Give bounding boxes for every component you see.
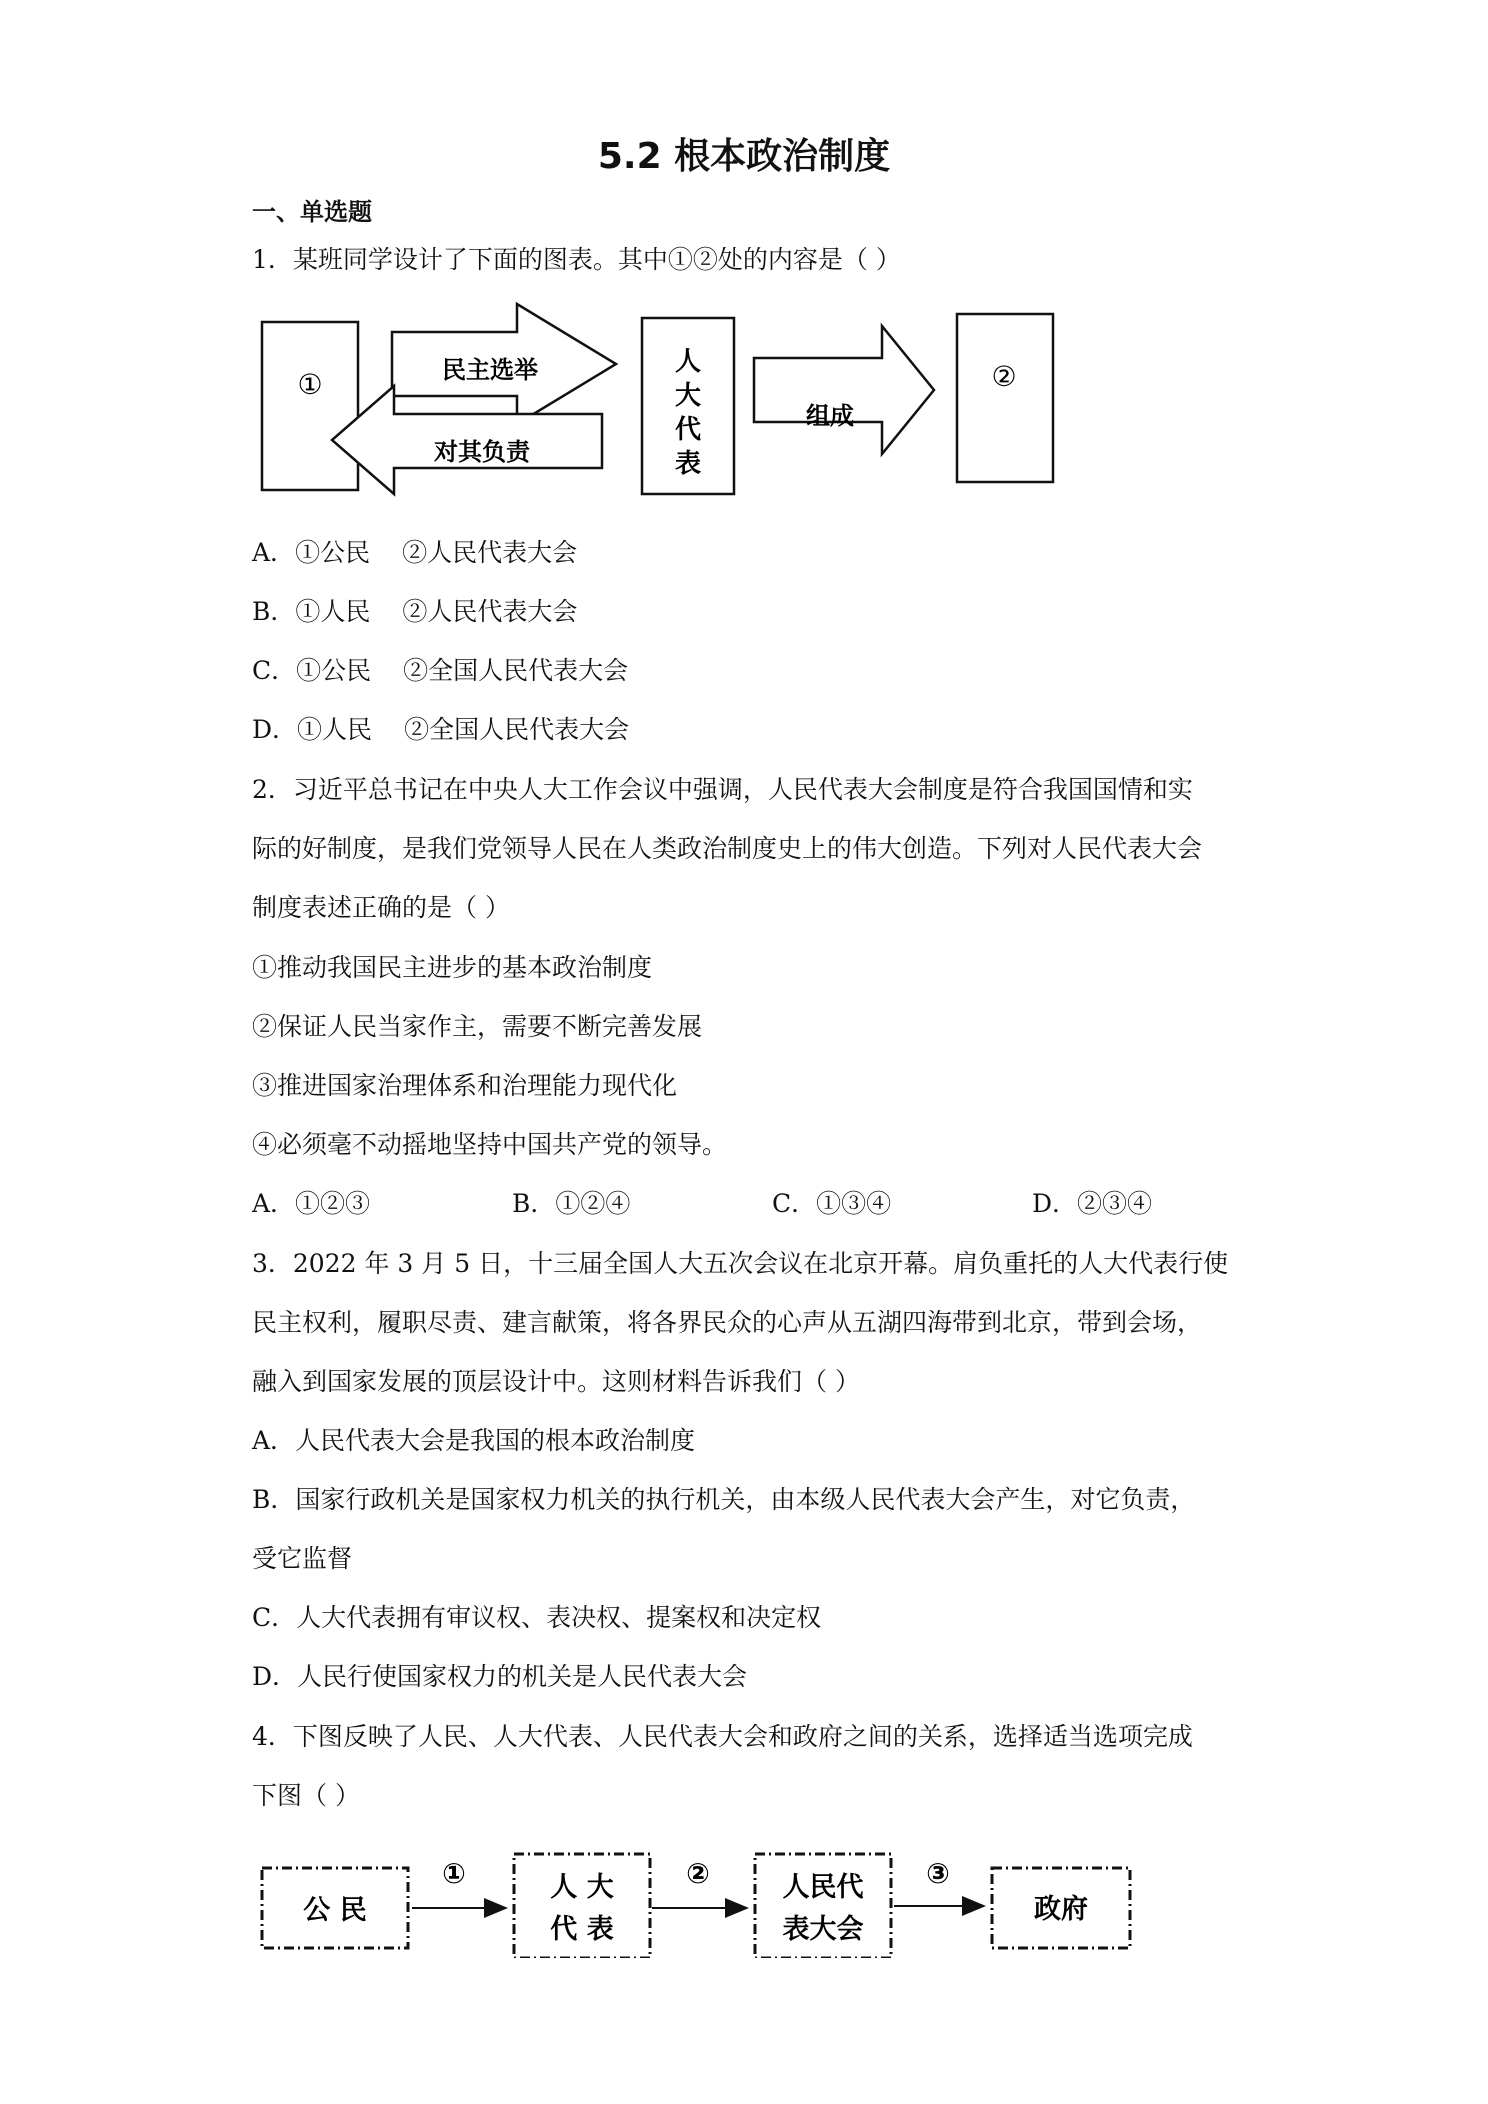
q3-option-b[interactable]: B．国家行政机关是国家权力机关的执行机关，由本级人民代表大会产生，对它负责， — [252, 1485, 1196, 1514]
q3-stem-line-1: 3．2022 年 3 月 5 日，十三届全国人大五次会议在北京开幕。肩负重托的人大代表行使 — [252, 1249, 1229, 1278]
q1-diagram — [252, 300, 1072, 500]
q1-arrow-top-label: 民主选举 — [442, 356, 538, 384]
q2-stem-line-1: 2．习近平总书记在中央人大工作会议中强调，人民代表大会制度是符合我国国情和实 — [252, 775, 1193, 804]
q1-box-left — [262, 322, 358, 490]
q1-option-d[interactable]: D．①人民 ②全国人民代表大会 — [252, 715, 630, 744]
q4-stem-line-1: 4．下图反映了人民、人大代表、人民代表大会和政府之间的关系，选择适当选项完成 — [252, 1722, 1193, 1751]
q3-option-c[interactable]: C．人大代表拥有审议权、表决权、提案权和决定权 — [252, 1603, 822, 1632]
q4-step-2-label: ② — [686, 1857, 710, 1890]
q1-middle-char-4: 表 — [674, 449, 702, 479]
q1-arrow-bottom-label: 对其负责 — [434, 438, 530, 466]
q4-box-government-label: 政府 — [1034, 1894, 1088, 1925]
q3-stem-line-3: 融入到国家发展的顶层设计中。这则材料告诉我们（ ） — [252, 1367, 860, 1396]
q3-option-a[interactable]: A．人民代表大会是我国的根本政治制度 — [252, 1426, 696, 1455]
q2-statement-3: ③推进国家治理体系和治理能力现代化 — [252, 1071, 678, 1100]
q4-box-deputies-line-2: 代 表 — [550, 1914, 614, 1945]
q4-step-3-label: ③ — [926, 1857, 950, 1890]
q1-option-c[interactable]: C．①公民 ②全国人民代表大会 — [252, 656, 629, 685]
q2-stem-line-2: 际的好制度，是我们党领导人民在人类政治制度史上的伟大创造。下列对人民代表大会 — [252, 834, 1203, 863]
q3-option-d[interactable]: D．人民行使国家权力的机关是人民代表大会 — [252, 1662, 748, 1691]
q1-stem: 1．某班同学设计了下面的图表。其中①②处的内容是（ ） — [252, 245, 901, 274]
q2-statement-4: ④必须毫不动摇地坚持中国共产党的领导。 — [252, 1130, 728, 1159]
q1-arrow-right-label: 组成 — [806, 402, 854, 430]
q4-box-congress-line-2: 表大会 — [782, 1914, 864, 1945]
q4-box-deputies-line-1: 人 大 — [550, 1872, 614, 1903]
q4-step-1-label: ① — [442, 1857, 466, 1890]
q1-option-a[interactable]: A．①公民 ②人民代表大会 — [252, 538, 578, 567]
q1-box-right — [957, 314, 1053, 482]
q4-box-congress-line-1: 人民代 — [782, 1872, 864, 1903]
q2-option-b[interactable]: B．①②④ — [512, 1189, 631, 1218]
q2-statement-1: ①推动我国民主进步的基本政治制度 — [252, 953, 653, 982]
q2-stem-line-3: 制度表述正确的是（ ） — [252, 893, 510, 922]
q1-option-b[interactable]: B．①人民 ②人民代表大会 — [252, 597, 578, 626]
q2-statement-2: ②保证人民当家作主，需要不断完善发展 — [252, 1012, 703, 1041]
q4-box-citizen-label: 公 民 — [303, 1895, 367, 1926]
section-heading: 一、单选题 — [252, 198, 372, 226]
q1-middle-char-3: 代 — [674, 415, 702, 445]
q1-middle-char-1: 人 — [674, 347, 702, 377]
q1-middle-char-2: 大 — [674, 381, 702, 411]
q1-box-left-label: ① — [297, 368, 323, 401]
q2-option-d[interactable]: D．②③④ — [1032, 1189, 1153, 1218]
q2-option-a[interactable]: A．①②③ — [252, 1189, 371, 1218]
q3-option-b-continued: 受它监督 — [252, 1544, 353, 1573]
q4-stem-line-2: 下图（ ） — [252, 1781, 360, 1810]
q2-option-c[interactable]: C．①③④ — [772, 1189, 892, 1218]
q3-stem-line-2: 民主权利，履职尽责、建言献策，将各界民众的心声从五湖四海带到北京，带到会场， — [252, 1308, 1203, 1337]
q1-box-right-label: ② — [991, 360, 1017, 393]
page-title: 5.2 根本政治制度 — [597, 136, 891, 177]
arrow-right-icon — [754, 326, 934, 454]
q4-diagram — [252, 1838, 1152, 1958]
